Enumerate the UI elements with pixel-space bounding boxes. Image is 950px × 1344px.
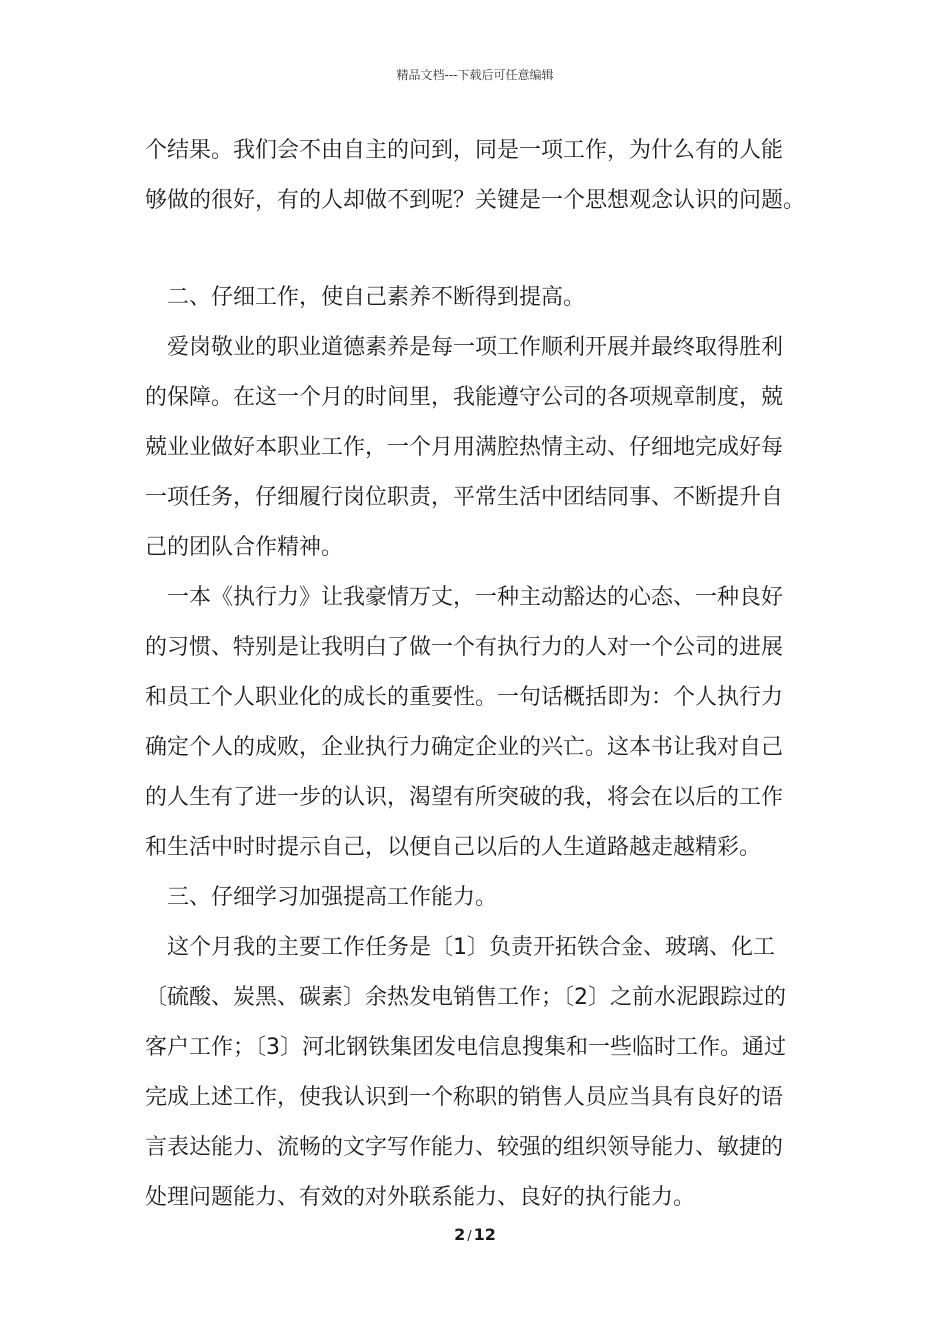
paragraph-line: 己的团队合作精神。 <box>145 535 344 560</box>
document-body <box>145 126 817 1223</box>
paragraph-line: 这个月我的主要工作任务是〔1〕负责开拓铁合金、玻璃、化工 <box>167 935 775 960</box>
paragraph-line: 爱岗敬业的职业道德素养是每一项工作顺利开展并最终取得胜利 <box>167 335 784 360</box>
paragraph-line: 〔硫酸、炭黑、碳素〕余热发电销售工作；〔2〕之前水泥跟踪过的 <box>145 985 786 1010</box>
page-header: 精品文档---下载后可任意编辑 <box>396 68 554 82</box>
page-separator: / <box>467 1229 472 1244</box>
paragraph-line: 的人生有了进一步的认识，渴望有所突破的我，将会在以后的工作 <box>145 785 784 810</box>
paragraph-line: 一项任务，仔细履行岗位职责，平常生活中团结同事、不断提升自 <box>145 485 784 510</box>
section-heading: 二、仔细工作，使自己素养不断得到提高。 <box>167 285 586 310</box>
paragraph-line: 的保障。在这一个月的时间里，我能遵守公司的各项规章制度，兢 <box>145 385 784 410</box>
paragraph-line: 确定个人的成败，企业执行力确定企业的兴亡。这本书让我对自己 <box>145 735 784 760</box>
paragraph-line: 和员工个人职业化的成长的重要性。一句话概括即为：个人执行力 <box>145 685 784 710</box>
current-page-number: 2 <box>454 1225 466 1244</box>
paragraph-line: 个结果。我们会不由自主的问到，同是一项工作，为什么有的人能 <box>145 138 784 163</box>
page-number <box>0 1224 950 1248</box>
paragraph-line: 和生活中时时提示自己，以便自己以后的人生道路越走越精彩。 <box>145 835 762 860</box>
section-heading: 三、仔细学习加强提高工作能力。 <box>167 885 498 910</box>
paragraph-line: 客户工作；〔3〕河北钢铁集团发电信息搜集和一些临时工作。通过 <box>145 1035 786 1060</box>
paragraph-line: 处理问题能力、有效的对外联系能力、良好的执行能力。 <box>145 1185 696 1210</box>
paragraph-line: 兢业业做好本职业工作，一个月用满腔热情主动、仔细地完成好每 <box>145 435 784 460</box>
total-page-count: 12 <box>473 1225 496 1244</box>
paragraph-line: 言表达能力、流畅的文字写作能力、较强的组织领导能力、敏捷的 <box>145 1135 784 1160</box>
paragraph-gap <box>145 226 817 273</box>
paragraph-line: 的习惯、特别是让我明白了做一个有执行力的人对一个公司的进展 <box>145 635 784 660</box>
paragraph-line: 一本《执行力》让我豪情万丈，一种主动豁达的心态、一种良好 <box>167 585 784 610</box>
paragraph-line: 够做的很好，有的人却做不到呢？关键是一个思想观念认识的问题。 <box>145 188 806 213</box>
paragraph-line: 完成上述工作，使我认识到一个称职的销售人员应当具有良好的语 <box>145 1085 784 1110</box>
